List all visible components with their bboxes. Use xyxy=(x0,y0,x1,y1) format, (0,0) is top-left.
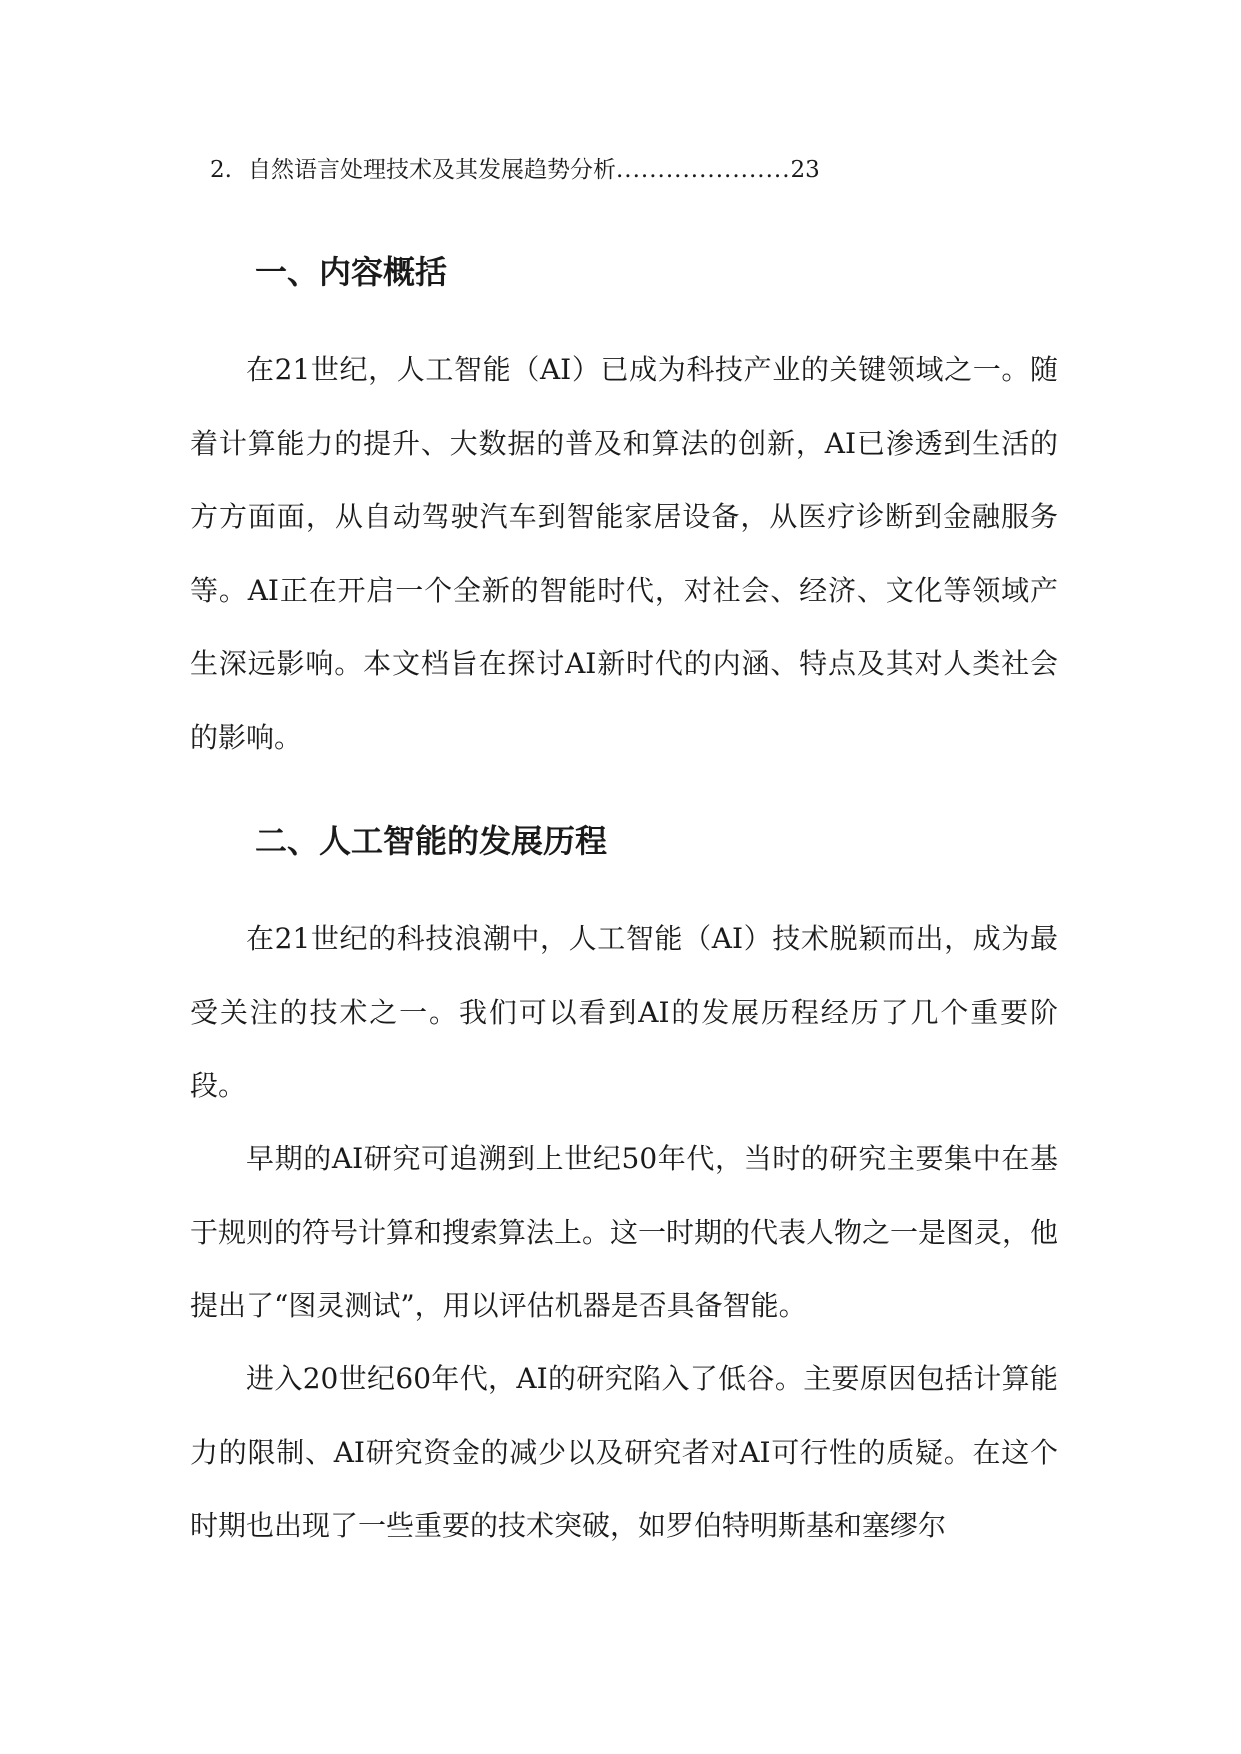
section-heading-history: 二、人工智能的发展历程 xyxy=(255,822,608,860)
history-paragraph-early-ai: 早期的AI研究可追溯到上世纪50年代，当时的研究主要集中在基于规则的符号计算和搜索算法上。这一时期的代表人物之一是图灵，他提出了“图灵测试”，用以评估机器是否具备智能。 xyxy=(190,1142,1059,1322)
history-paragraph-1960s: 进入20世纪60年代，AI的研究陷入了低谷。主要原因包括计算能力的限制、AI研究资金的减少以及研究者对AI可行性的质疑。在这个时期也出现了一些重要的技术突破，如罗伯特明斯基和塞缪尔 xyxy=(190,1362,1058,1542)
toc-entry[interactable] xyxy=(210,150,950,190)
toc-entry-leader-dots: ..................... xyxy=(616,157,791,183)
summary-paragraph: 在21世纪，人工智能（AI）已成为科技产业的关键领域之一。随着计算能力的提升、大数据的普及和算法的创新，AI已渗透到生活的方方面面，从自动驾驶汽车到智能家居设备，从医疗诊断到金融服务等。AI正在开启一个全新的智能时代，对社会、经济、文化等领域产生深远影响。本文档旨在探讨AI新时代的内涵、特点及其对人类社会的影响。 xyxy=(190,353,1058,754)
toc-entry-number: 2. xyxy=(210,157,232,183)
history-paragraph-intro: 在21世纪的科技浪潮中，人工智能（AI）技术脱颖而出，成为最受关注的技术之一。我们可以看到AI的发展历程经历了几个重要阶段。 xyxy=(190,922,1058,1102)
toc-entry-page-number: 23 xyxy=(790,157,820,183)
toc-entry-title: 自然语言处理技术及其发展趋势分析 xyxy=(248,157,616,183)
section-heading-summary: 一、内容概括 xyxy=(255,253,448,291)
